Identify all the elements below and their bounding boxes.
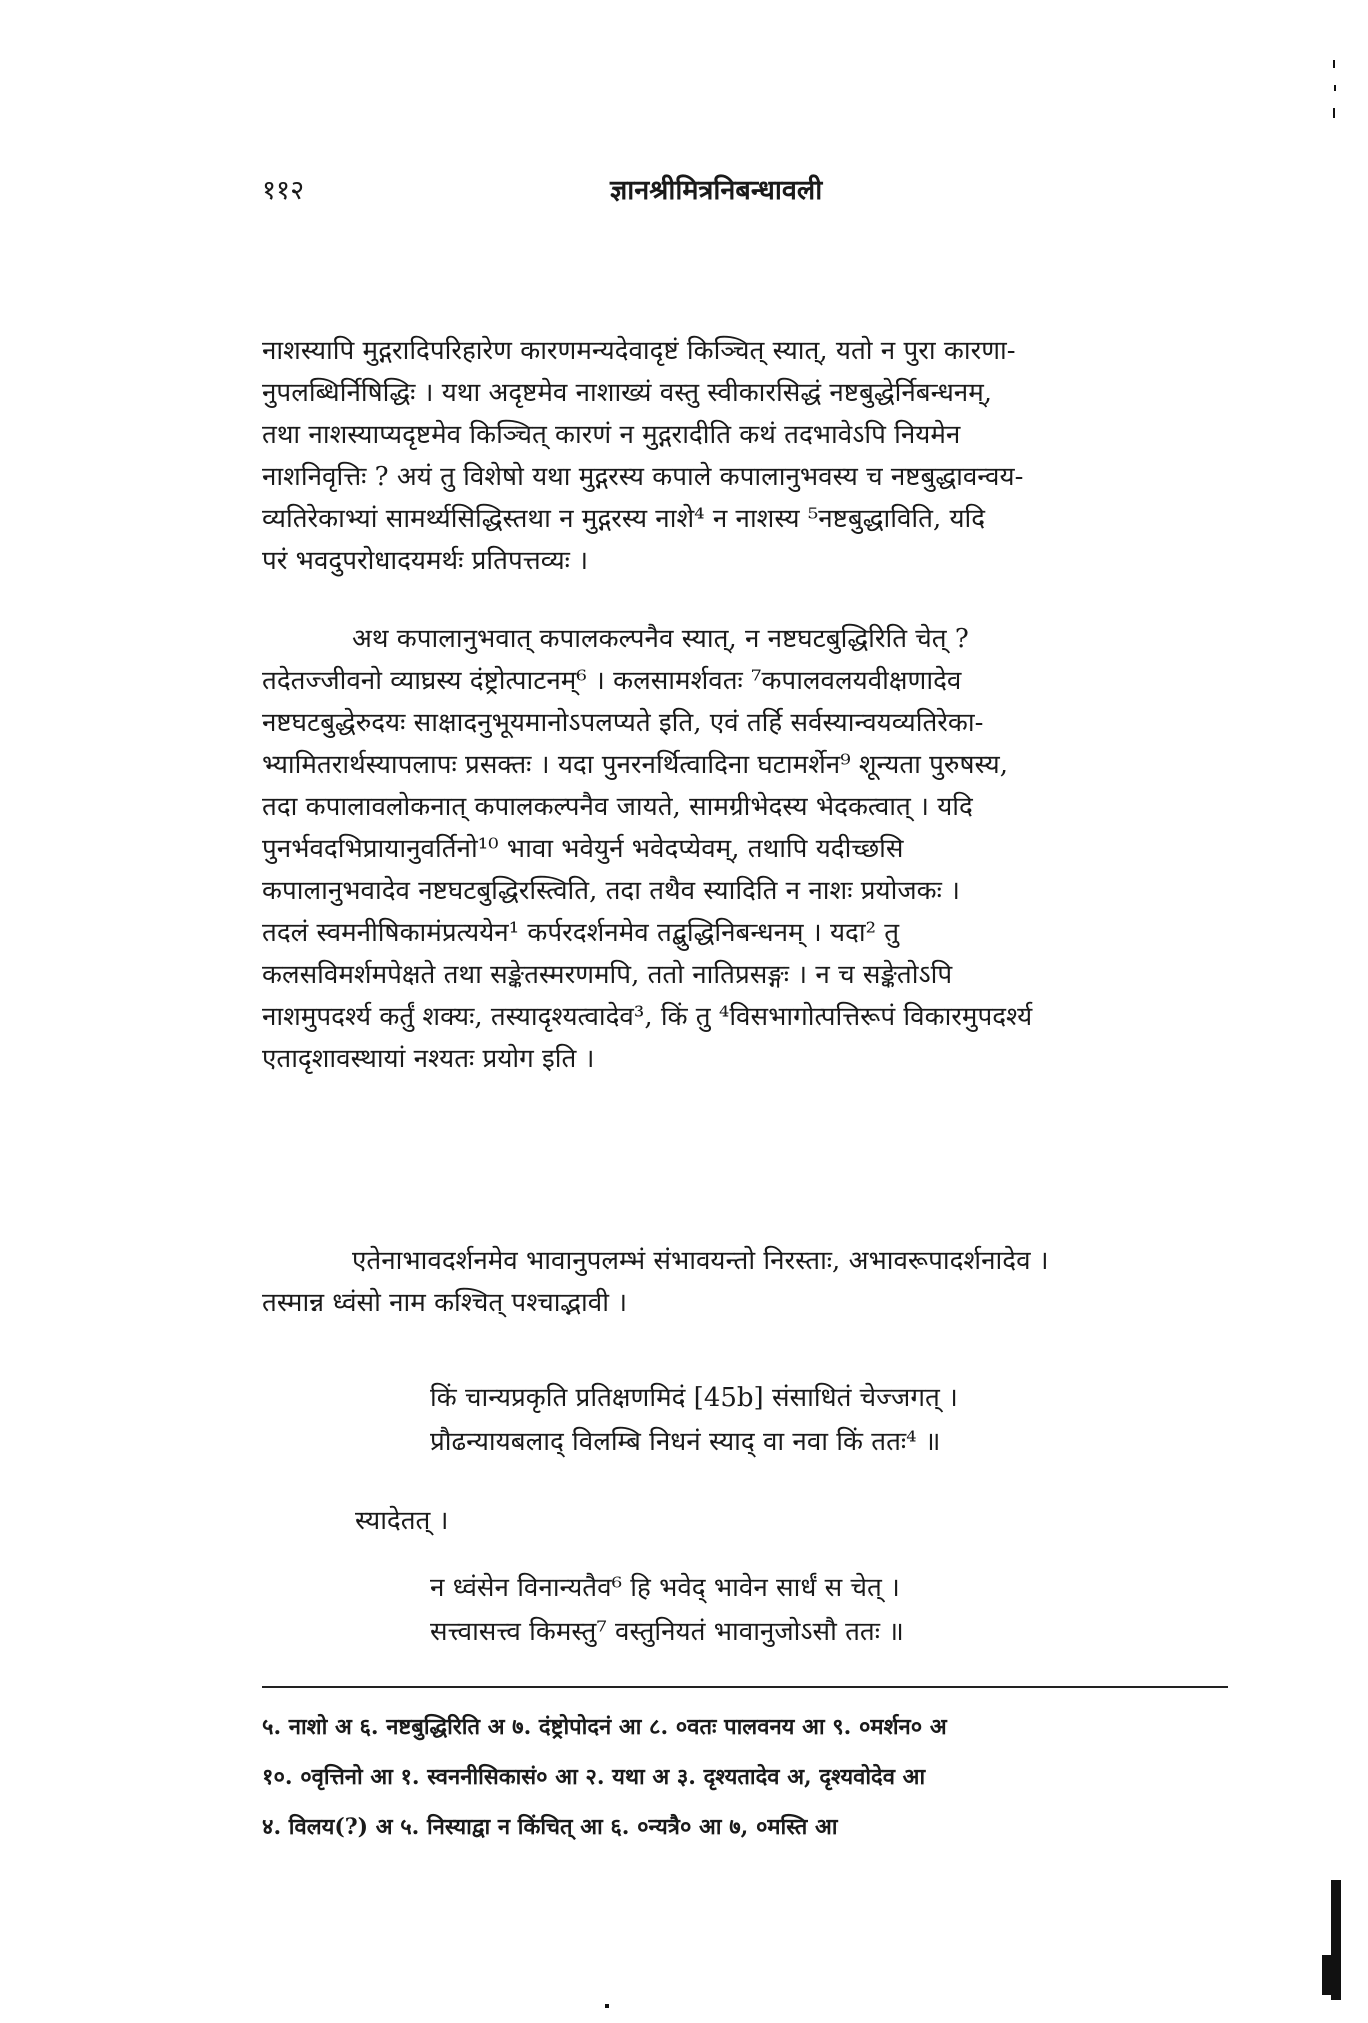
text-line: तस्मान्न ध्वंसो नाम कश्चित् पश्चाद्भावी । — [262, 1288, 628, 1318]
verse-1 — [430, 1376, 958, 1464]
footnote-line: १०. ०वृत्तिनो आ १. स्वननीसिकासं० आ २. यथा अ ३. दृश्यतादेव अ, दृश्यवोदेव आ — [262, 1764, 926, 1790]
text-line: नुपलब्धिर्निषिद्धिः । यथा अदृष्टमेव नाशाख्यं वस्तु स्वीकारसिद्धं नष्टबुद्धेर्निबन्धनम्, — [262, 378, 993, 408]
text-line: तदा कपालावलोकनात् कपालकल्पनैव जायते, सामग्रीभेदस्य भेदकत्वात् । यदि — [262, 792, 973, 822]
verse-line: न ध्वंसेन विनान्यतैव⁶ हि भवेद् भावेन सार्धं स चेत् । — [430, 1573, 900, 1603]
text-line: अथ कपालानुभवात् कपालकल्पनैव स्यात्, न नष्टघटबुद्धिरिति चेत् ? — [352, 624, 969, 654]
paragraph-3 — [262, 1240, 1232, 1324]
verse-line: किं चान्यप्रकृति प्रतिक्षणमिदं [45b] संसाधितं चेज्जगत् । — [430, 1383, 958, 1413]
text-line: तथा नाशस्याप्यदृष्टमेव किञ्चित् कारणं न मुद्गरादीति कथं तदभावेऽपि नियमेन — [262, 420, 961, 450]
scan-speck — [1334, 85, 1336, 91]
scan-speck — [605, 2004, 609, 2008]
text-line: तदलं स्वमनीषिकामंप्रत्ययेन¹ कर्परदर्शनमेव तद्बुद्धिनिबन्धनम् । यदा² तु — [262, 918, 900, 948]
scan-speck — [1333, 108, 1335, 118]
running-title: ज्ञानश्रीमित्रनिबन्धावली — [610, 175, 823, 206]
text-line: कलसविमर्शमपेक्षते तथा सङ्केतस्मरणमपि, ततो नातिप्रसङ्गः । न च सङ्केतोऽपि — [262, 960, 953, 990]
text-line: एतेनाभावदर्शनमेव भावानुपलम्भं संभावयन्तो निरस्ताः, अभावरूपादर्शनादेव । — [352, 1246, 1049, 1276]
paragraph-1 — [262, 330, 1232, 582]
verse-2 — [430, 1566, 904, 1654]
text-line: नाशमुपदर्श्य कर्तुं शक्यः, तस्यादृश्यत्वादेव³, किं तु ⁴विसभागोत्पत्तिरूपं विकारमुपदर्श्य — [262, 1002, 1033, 1032]
footnotes — [262, 1702, 947, 1852]
paragraph-2 — [262, 618, 1232, 1080]
binding-edge-mark — [1322, 1955, 1336, 1995]
text-line: परं भवदुपरोधादयमर्थः प्रतिपत्तव्यः । — [262, 546, 589, 576]
verse-line: प्रौढन्यायबलाद् विलम्बि निधनं स्याद् वा नवा किं ततः⁴ ॥ — [430, 1427, 941, 1457]
text-line: तदेतज्जीवनो व्याघ्रस्य दंष्ट्रोत्पाटनम्⁶ । कलसामर्शवतः ⁷कपालवलयवीक्षणादेव — [262, 666, 962, 696]
text-line: कपालानुभवादेव नष्टघटबुद्धिरस्त्विति, तदा तथैव स्यादिति न नाशः प्रयोजकः । — [262, 876, 960, 906]
text-line: भ्यामितरार्थस्यापलापः प्रसक्तः । यदा पुनरनर्थित्वादिना घटामर्शेन⁹ शून्यता पुरुषस्य, — [262, 750, 1008, 780]
text-line: व्यतिरेकाभ्यां सामर्थ्यसिद्धिस्तथा न मुद्गरस्य नाशे⁴ न नाशस्य ⁵नष्टबुद्धाविति, यदि — [262, 504, 986, 534]
footnote-line: ५. नाशो अ ६. नष्टबुद्धिरिति अ ७. दंष्ट्रोपोदनं आ ८. ०वतः पालवनय आ ९. ०मर्शन० अ — [262, 1714, 947, 1740]
scan-speck — [1333, 60, 1335, 68]
page-number: ११२ — [262, 175, 305, 206]
footnote-divider — [262, 1686, 1228, 1688]
text-line: एतादृशावस्थायां नश्यतः प्रयोग इति । — [262, 1044, 595, 1074]
footnote-line: ४. विलय(?) अ ५. निस्याद्वा न किंचित् आ ६. ०न्यत्रै० आ ७, ०मस्ति आ — [262, 1814, 838, 1840]
syadetat-line: स्यादेतत् । — [355, 1506, 449, 1536]
text-line: नष्टघटबुद्धेरुदयः साक्षादनुभूयमानोऽपलप्यते इति, एवं तर्हि सर्वस्यान्वयव्यतिरेका- — [262, 708, 984, 738]
text-line: पुनर्भवदभिप्रायानुवर्तिनो¹⁰ भावा भवेयुर्न भवेदप्येवम्, तथापि यदीच्छसि — [262, 834, 904, 864]
verse-line: सत्त्वासत्त्व किमस्तु⁷ वस्तुनियतं भावानुजोऽसौ ततः ॥ — [430, 1617, 904, 1647]
text-line: नाशनिवृत्तिः ? अयं तु विशेषो यथा मुद्गरस्य कपाले कपालानुभवस्य च नष्टबुद्धावन्वय- — [262, 462, 1024, 492]
text-line: नाशस्यापि मुद्गरादिपरिहारेण कारणमन्यदेवादृष्टं किञ्चित् स्यात्, यतो न पुरा कारणा- — [262, 336, 1016, 366]
